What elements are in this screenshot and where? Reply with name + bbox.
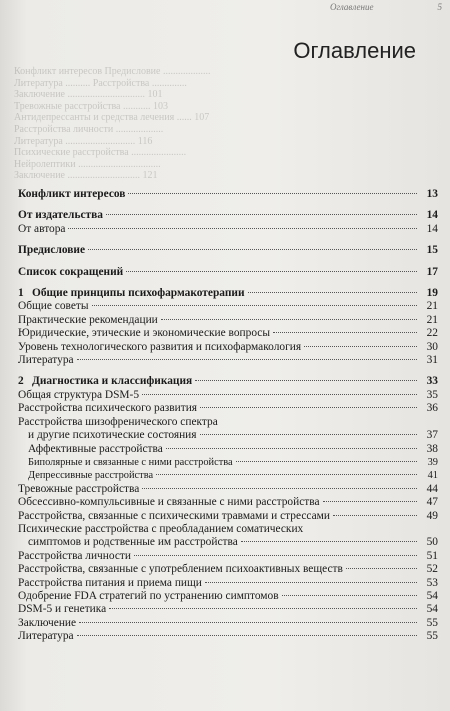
toc-entry-title — [18, 617, 76, 630]
bleed-line: Антидепрессанты и средства лечения ...... 107 — [14, 112, 210, 124]
toc-entry-title — [18, 469, 153, 482]
toc-entry-title — [18, 375, 192, 388]
toc-page-number: 47 — [426, 496, 438, 509]
toc-entry-text: и другие психотические состояния — [28, 429, 197, 442]
toc-entry-text: Юридические, этические и экономические вопросы — [18, 327, 271, 340]
toc-page-number: 19 — [426, 287, 438, 300]
toc-entry[interactable] — [18, 429, 438, 442]
toc-entry-title — [18, 456, 233, 469]
dot-leader — [333, 515, 417, 516]
toc-entry-text: Расстройства питания и приема пищи — [18, 576, 202, 589]
toc-entry-text: Список сокращений — [18, 265, 124, 278]
toc-entry-text: Расстройства психического развития — [18, 402, 198, 415]
bleed-line: Конфликт интересов Предисловие ................... — [14, 66, 211, 77]
toc-page-number: 44 — [426, 482, 438, 495]
toc-entry-title — [18, 188, 125, 201]
toc-entry-text: Расстройства личности — [18, 549, 131, 562]
toc-entry-title — [18, 536, 238, 549]
toc-entry-title — [18, 603, 106, 616]
toc-entry[interactable] — [18, 244, 438, 257]
dot-leader — [346, 568, 417, 569]
dot-leader — [236, 461, 417, 462]
toc-entry[interactable] — [18, 483, 438, 496]
bleed-line: Тревожные расстройства ........... 103 — [14, 100, 168, 112]
toc-entry-text: Биполярные и связанные с ними расстройства — [28, 456, 233, 468]
toc-page-number: 35 — [426, 388, 438, 401]
toc-entry[interactable] — [18, 456, 438, 469]
toc-page-number: 36 — [426, 402, 438, 415]
toc-entry[interactable] — [18, 563, 438, 576]
toc-entry[interactable] — [18, 375, 438, 388]
toc-page-number: 37 — [426, 429, 438, 442]
toc-entry-text: Уровень технологического развития и психофармакология — [18, 340, 302, 353]
toc-page-number: 31 — [426, 354, 438, 367]
toc-page-number: 50 — [426, 536, 438, 549]
table-of-contents — [18, 188, 438, 644]
bleed-line: Литература .......... Расстройства .............. — [14, 77, 187, 89]
toc-entry-title — [18, 402, 197, 415]
toc-entry-title — [18, 266, 123, 279]
toc-entry[interactable] — [18, 266, 438, 279]
toc-entry[interactable] — [18, 341, 438, 354]
toc-entry-title — [18, 577, 202, 590]
toc-entry[interactable] — [18, 188, 438, 201]
toc-page-number: 13 — [426, 188, 438, 200]
toc-entry[interactable] — [18, 287, 438, 300]
toc-entry-title — [18, 287, 245, 300]
dot-leader — [248, 292, 417, 293]
toc-page-number: 54 — [426, 589, 438, 602]
toc-entry[interactable] — [18, 327, 438, 340]
toc-page-number: 52 — [426, 563, 438, 576]
toc-page-number: 39 — [427, 456, 438, 468]
dot-leader — [92, 305, 417, 306]
toc-entry-text: От издательства — [18, 209, 103, 222]
dot-leader — [200, 407, 417, 408]
dot-leader — [161, 319, 417, 320]
toc-entry-title — [18, 523, 303, 536]
toc-entry-text: Тревожные расстройства — [18, 482, 140, 495]
toc-page-number: 22 — [426, 327, 438, 340]
toc-entry-title — [18, 416, 218, 429]
toc-entry[interactable] — [18, 630, 438, 643]
dot-leader — [200, 434, 417, 435]
toc-entry-title — [18, 563, 343, 576]
toc-page-number: 33 — [426, 375, 438, 388]
toc-page-number: 15 — [426, 244, 438, 257]
running-head — [330, 2, 442, 12]
toc-entry[interactable] — [18, 314, 438, 327]
toc-entry[interactable] — [18, 577, 438, 590]
dot-leader — [241, 541, 417, 542]
toc-entry[interactable] — [18, 496, 438, 509]
page-title: Оглавление — [293, 38, 416, 63]
dot-leader — [109, 608, 417, 609]
toc-page-number: 54 — [426, 603, 438, 616]
toc-entry-title — [18, 389, 139, 402]
toc-page-number: 53 — [426, 576, 438, 589]
dot-leader — [273, 332, 417, 333]
toc-entry[interactable] — [18, 209, 438, 222]
toc-entry-text: Общие советы — [18, 300, 89, 313]
toc-entry-title — [18, 550, 131, 563]
toc-entry-text: Предисловие — [18, 244, 86, 257]
toc-entry[interactable] — [18, 603, 438, 616]
toc-entry-title — [18, 443, 163, 456]
toc-entry-text: От автора — [18, 222, 66, 235]
toc-entry-title — [18, 244, 85, 257]
toc-entry-text: Одобрение FDA стратегий по устранению симптомов — [18, 589, 279, 602]
toc-entry-text: Заключение — [18, 616, 77, 629]
toc-entry-title — [18, 510, 330, 523]
toc-page-number: 30 — [426, 340, 438, 353]
toc-entry-title — [18, 496, 320, 509]
toc-entry[interactable] — [18, 617, 438, 630]
chapter-number: 1 — [18, 287, 24, 300]
dot-leader — [282, 595, 417, 596]
toc-entry-title — [18, 630, 74, 643]
toc-page-number: 51 — [426, 549, 438, 562]
toc-entry-text: Расстройства, связанные с употреблением психоактивных веществ — [18, 563, 343, 576]
toc-entry-text: Расстройства, связанные с психическими травмами и стрессами — [18, 509, 330, 522]
toc-gap — [18, 258, 438, 266]
toc-entry-title — [18, 354, 74, 367]
toc-entry[interactable] — [18, 536, 438, 549]
toc-entry-title — [18, 300, 89, 313]
toc-entry-title — [18, 209, 103, 222]
running-head-title: Оглавление — [330, 2, 374, 12]
chapter-number: 2 — [18, 375, 24, 388]
toc-entry[interactable] — [18, 443, 438, 456]
toc-entry[interactable] — [18, 510, 438, 523]
toc-entry-text: Общие принципы психофармакотерапии — [32, 287, 245, 300]
toc-gap — [18, 279, 438, 287]
dot-leader — [77, 359, 417, 360]
bleed-through-text — [14, 66, 430, 182]
bleed-line: Психические расстройства ...................... — [14, 147, 187, 159]
toc-page-number: 14 — [426, 209, 438, 222]
toc-entry-text: Диагностика и классификация — [32, 375, 193, 388]
toc-page-number: 55 — [426, 630, 438, 643]
toc-entry[interactable] — [18, 354, 438, 367]
toc-entry[interactable] — [18, 469, 438, 482]
toc-entry[interactable] — [18, 300, 438, 313]
dot-leader — [126, 271, 417, 272]
toc-entry-text: симптомов и родственные им расстройства — [28, 536, 238, 549]
dot-leader — [205, 582, 417, 583]
bleed-line: Расстройства личности ................... — [14, 123, 164, 135]
toc-entry-text: Психические расстройства с преобладанием соматических — [18, 522, 304, 535]
toc-entry-text: Расстройства шизофренического спектра — [18, 415, 218, 428]
bleed-line: Заключение ............................. 121 — [14, 170, 158, 182]
dot-leader — [106, 214, 417, 215]
dot-leader — [166, 448, 417, 449]
toc-entry[interactable] — [18, 590, 438, 603]
toc-entry-text: Общая структура DSM-5 — [18, 388, 140, 401]
toc-entry-text: Обсессивно-компульсивные и связанные с ними расстройства — [18, 496, 320, 509]
dot-leader — [68, 228, 417, 229]
toc-page-number: 14 — [426, 222, 438, 235]
toc-entry-text: Аффективные расстройства — [28, 442, 163, 455]
toc-entry-text: Литература — [18, 354, 74, 367]
toc-page-number: 21 — [426, 300, 438, 313]
toc-entry-title — [18, 327, 270, 340]
dot-leader — [323, 501, 417, 502]
toc-gap — [18, 236, 438, 244]
running-head-page: 5 — [437, 2, 442, 12]
toc-entry[interactable] — [18, 389, 438, 402]
toc-entry[interactable] — [18, 402, 438, 415]
toc-gap — [18, 201, 438, 209]
dot-leader — [142, 394, 417, 395]
dot-leader — [77, 635, 417, 636]
toc-page-number: 17 — [426, 265, 438, 278]
toc-entry[interactable] — [18, 416, 438, 429]
toc-entry-title — [18, 590, 279, 603]
toc-entry[interactable] — [18, 550, 438, 563]
toc-entry-text: Депрессивные расстройства — [28, 470, 154, 482]
toc-entry[interactable] — [18, 523, 438, 536]
toc-page-number: 38 — [426, 442, 438, 455]
toc-entry-title — [18, 429, 197, 442]
toc-entry[interactable] — [18, 223, 438, 236]
toc-entry-text: Конфликт интересов — [18, 188, 126, 200]
toc-gap — [18, 367, 438, 375]
bleed-line: Заключение ............................... 101 — [14, 89, 163, 101]
dot-leader — [134, 555, 417, 556]
toc-entry-title — [18, 341, 301, 354]
dot-leader — [79, 622, 417, 623]
dot-leader — [142, 488, 417, 489]
dot-leader — [128, 193, 417, 194]
toc-entry-text: DSM-5 и генетика — [18, 603, 107, 616]
toc-page-number: 55 — [426, 616, 438, 629]
toc-page-number: 49 — [426, 509, 438, 522]
dot-leader — [304, 346, 417, 347]
toc-entry-title — [18, 314, 158, 327]
toc-entry-text: Практические рекомендации — [18, 313, 158, 326]
dot-leader — [195, 380, 417, 381]
bleed-line: Литература ............................ 116 — [14, 135, 153, 147]
toc-entry-title — [18, 223, 65, 236]
bleed-line: Нейролептики ................................. — [14, 158, 161, 170]
toc-page-number: 21 — [426, 313, 438, 326]
toc-entry-title — [18, 483, 139, 496]
dot-leader — [88, 249, 417, 250]
toc-entry-text: Литература — [18, 630, 74, 643]
dot-leader — [156, 474, 417, 475]
toc-page-number: 41 — [427, 470, 438, 482]
